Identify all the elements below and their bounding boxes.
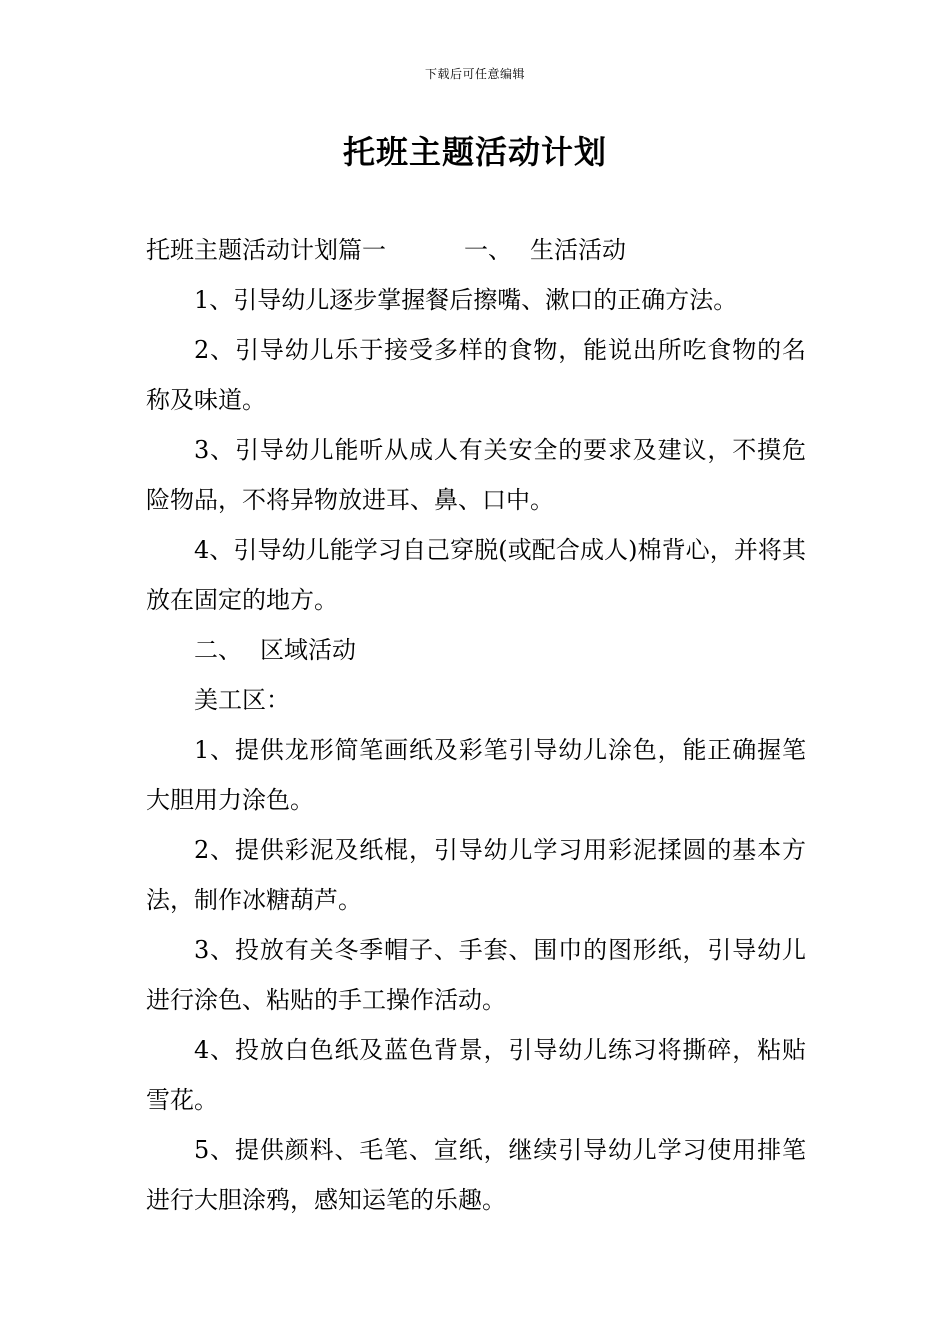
document-body bbox=[146, 225, 806, 1225]
section1-number: 一、 bbox=[464, 236, 512, 264]
section2-item: 2、提供彩泥及纸棍，引导幼儿学习用彩泥揉圆的基本方法，制作冰糖葫芦。 bbox=[146, 836, 806, 914]
section1-item: 4、引导幼儿能学习自己穿脱(或配合成人)棉背心，并将其放在固定的地方。 bbox=[146, 536, 806, 614]
section1-title: 生活活动 bbox=[530, 236, 626, 264]
section1-item: 3、引导幼儿能听从成人有关安全的要求及建议，不摸危险物品，不将异物放进耳、鼻、口中。 bbox=[146, 436, 806, 514]
section1-heading-line bbox=[146, 225, 806, 275]
section2-number: 二、 bbox=[194, 636, 242, 664]
document-title: 托班主题活动计划 bbox=[342, 133, 607, 171]
header-note: 下载后可任意编辑 bbox=[424, 67, 525, 81]
section2-item: 3、投放有关冬季帽子、手套、围巾的图形纸，引导幼儿进行涂色、粘贴的手工操作活动。 bbox=[146, 936, 806, 1014]
intro-label: 托班主题活动计划篇一 bbox=[146, 236, 386, 264]
area-label: 美工区： bbox=[194, 686, 290, 714]
section1-item: 2、引导幼儿乐于接受多样的食物，能说出所吃食物的名称及味道。 bbox=[146, 336, 806, 414]
section2-title: 区域活动 bbox=[260, 636, 356, 664]
section1-item: 1、引导幼儿逐步掌握餐后擦嘴、漱口的正确方法。 bbox=[194, 286, 738, 314]
section2-heading bbox=[146, 625, 806, 675]
section2-item: 1、提供龙形简笔画纸及彩笔引导幼儿涂色，能正确握笔大胆用力涂色。 bbox=[146, 736, 806, 814]
section2-item: 5、提供颜料、毛笔、宣纸，继续引导幼儿学习使用排笔进行大胆涂鸦，感知运笔的乐趣。 bbox=[146, 1136, 806, 1214]
section2-item: 4、投放白色纸及蓝色背景，引导幼儿练习将撕碎，粘贴雪花。 bbox=[146, 1036, 806, 1114]
